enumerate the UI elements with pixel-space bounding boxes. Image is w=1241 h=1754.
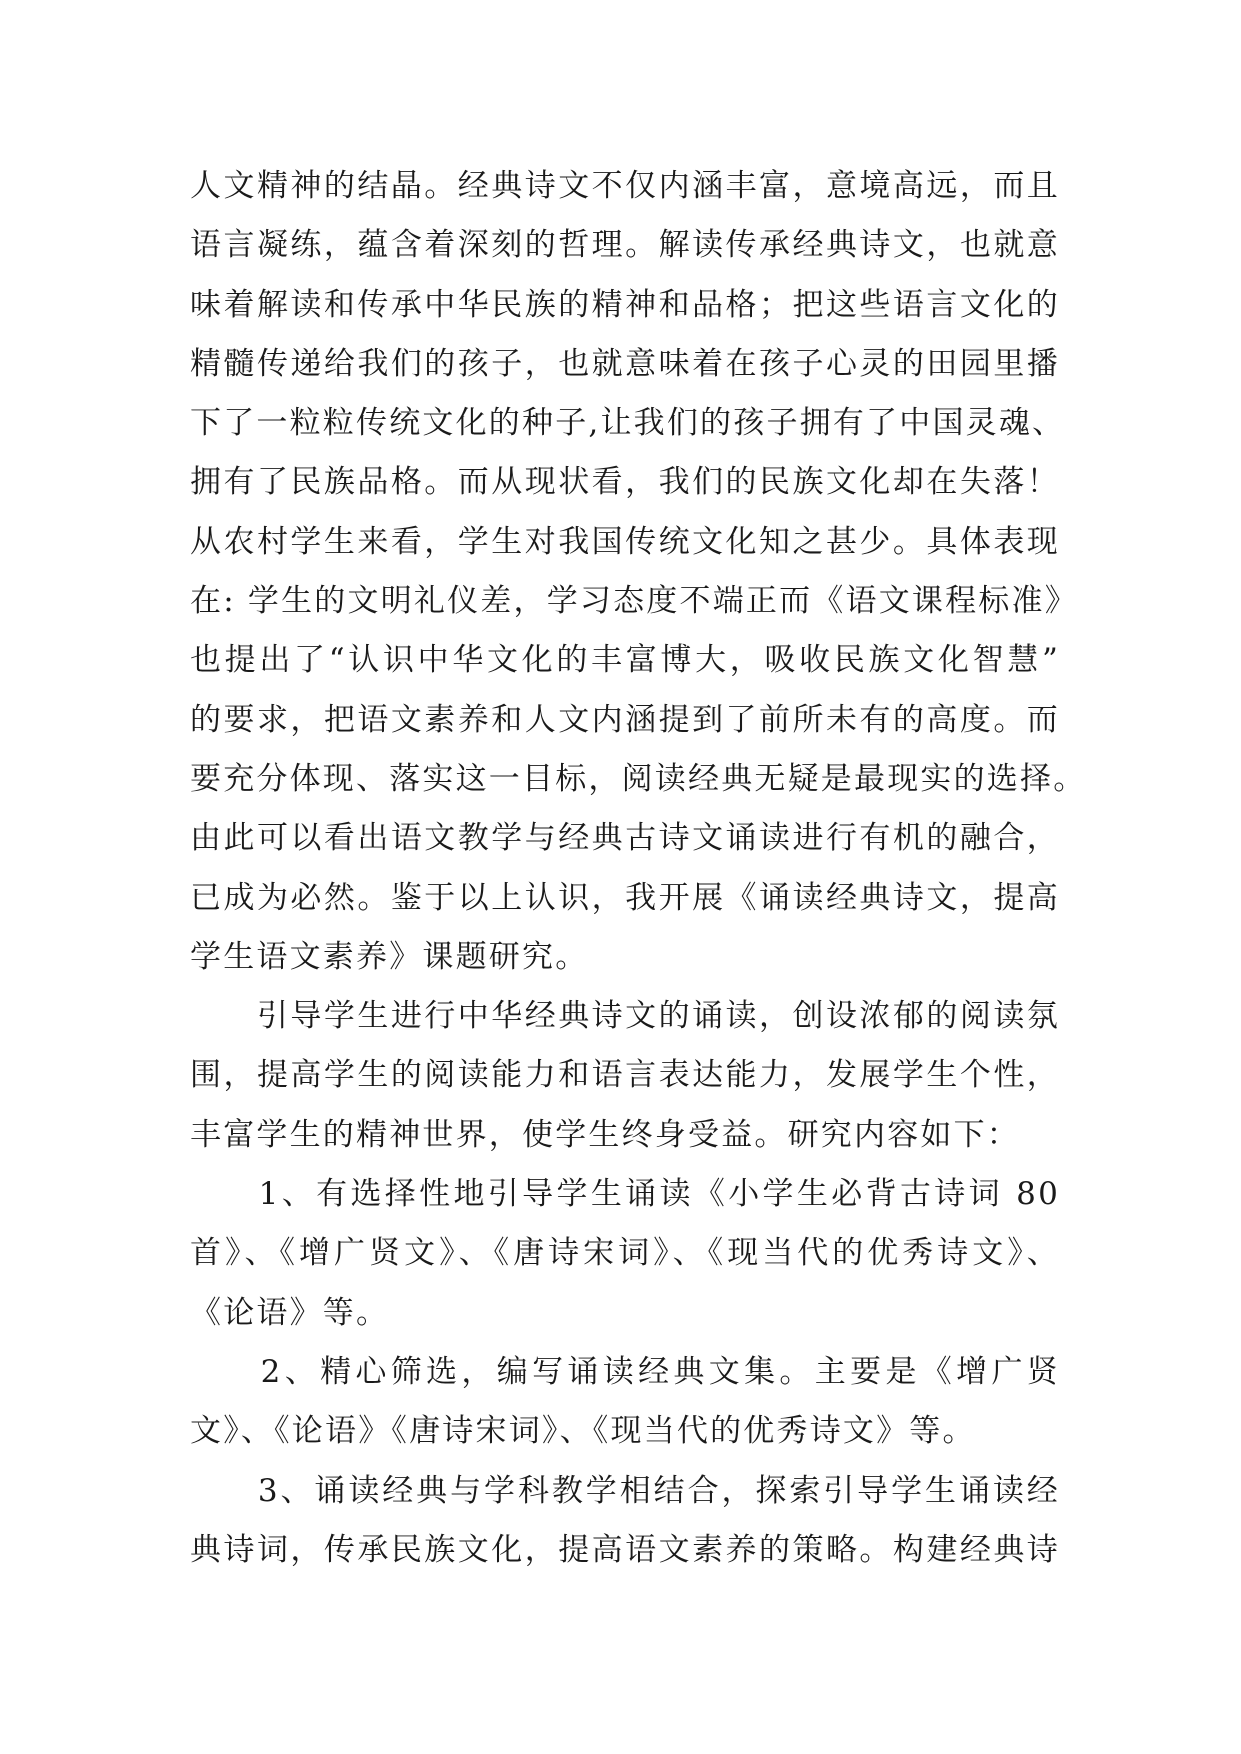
text-line: 在: 学生的文明礼仪差，学习态度不端正而《语文课程标准》	[190, 583, 1078, 620]
text-line: 《论语》等。	[190, 1294, 390, 1331]
text-line: 2、精心筛选，编写诵读经典文集。主要是《增广贤	[190, 1353, 1060, 1390]
text-line: 学生语文素养》课题研究。	[190, 938, 589, 975]
text-line: 从农村学生来看，学生对我国传统文化知之甚少。具体表现	[190, 523, 1060, 560]
text-line: 由此可以看出语文教学与经典古诗文诵读进行有机的融合，	[190, 820, 1060, 857]
text-line: 1、有选择性地引导学生诵读《小学生必背古诗词 80	[190, 1176, 1060, 1213]
text-line: 典诗词，传承民族文化，提高语文素养的策略。构建经典诗	[190, 1531, 1060, 1568]
paragraph-1	[190, 157, 1087, 987]
text-line: 下了一粒粒传统文化的种子,让我们的孩子拥有了中国灵魂、	[190, 405, 1066, 442]
text-line: 文》、《论语》《唐诗宋词》、《现当代的优秀诗文》等。	[190, 1413, 976, 1450]
text-line: 也提出了“认识中华文化的丰富博大，吸收民族文化智慧”	[190, 642, 1060, 679]
text-line: 人文精神的结晶。经典诗文不仅内涵丰富，意境高远，而且	[190, 168, 1060, 204]
text-line: 已成为必然。鉴于以上认识，我开展《诵读经典诗文，提高	[190, 879, 1060, 916]
text-line: 3、诵读经典与学科教学相结合，探索引导学生诵读经	[190, 1472, 1060, 1509]
paragraph-2	[190, 987, 1060, 1165]
text-line: 的要求，把语文素养和人文内涵提到了前所未有的高度。而	[190, 701, 1060, 738]
text-line: 味着解读和传承中华民族的精神和品格；把这些语言文化的	[190, 286, 1060, 323]
text-line: 丰富学生的精神世界，使学生终身受益。研究内容如下：	[190, 1116, 1020, 1153]
text-line: 语言凝练，蕴含着深刻的哲理。解读传承经典诗文，也就意	[190, 227, 1060, 264]
text-line: 首》、《增广贤文》、《唐诗宋词》、《现当代的优秀诗文》、	[190, 1235, 1060, 1272]
text-line: 要充分体现、落实这一目标，阅读经典无疑是最现实的选择。	[190, 760, 1087, 797]
text-line: 围，提高学生的阅读能力和语言表达能力，发展学生个性，	[190, 1057, 1060, 1094]
text-line: 引导学生进行中华经典诗文的诵读，创设浓郁的阅读氛	[190, 998, 1060, 1035]
paragraph-4	[190, 1343, 1060, 1462]
text-line: 精髓传递给我们的孩子，也就意味着在孩子心灵的田园里播	[190, 345, 1060, 382]
text-line: 拥有了民族品格。而从现状看，我们的民族文化却在失落！	[190, 464, 1060, 501]
paragraph-3	[190, 1165, 1060, 1343]
document-body	[190, 157, 1087, 1580]
paragraph-5	[190, 1462, 1060, 1581]
